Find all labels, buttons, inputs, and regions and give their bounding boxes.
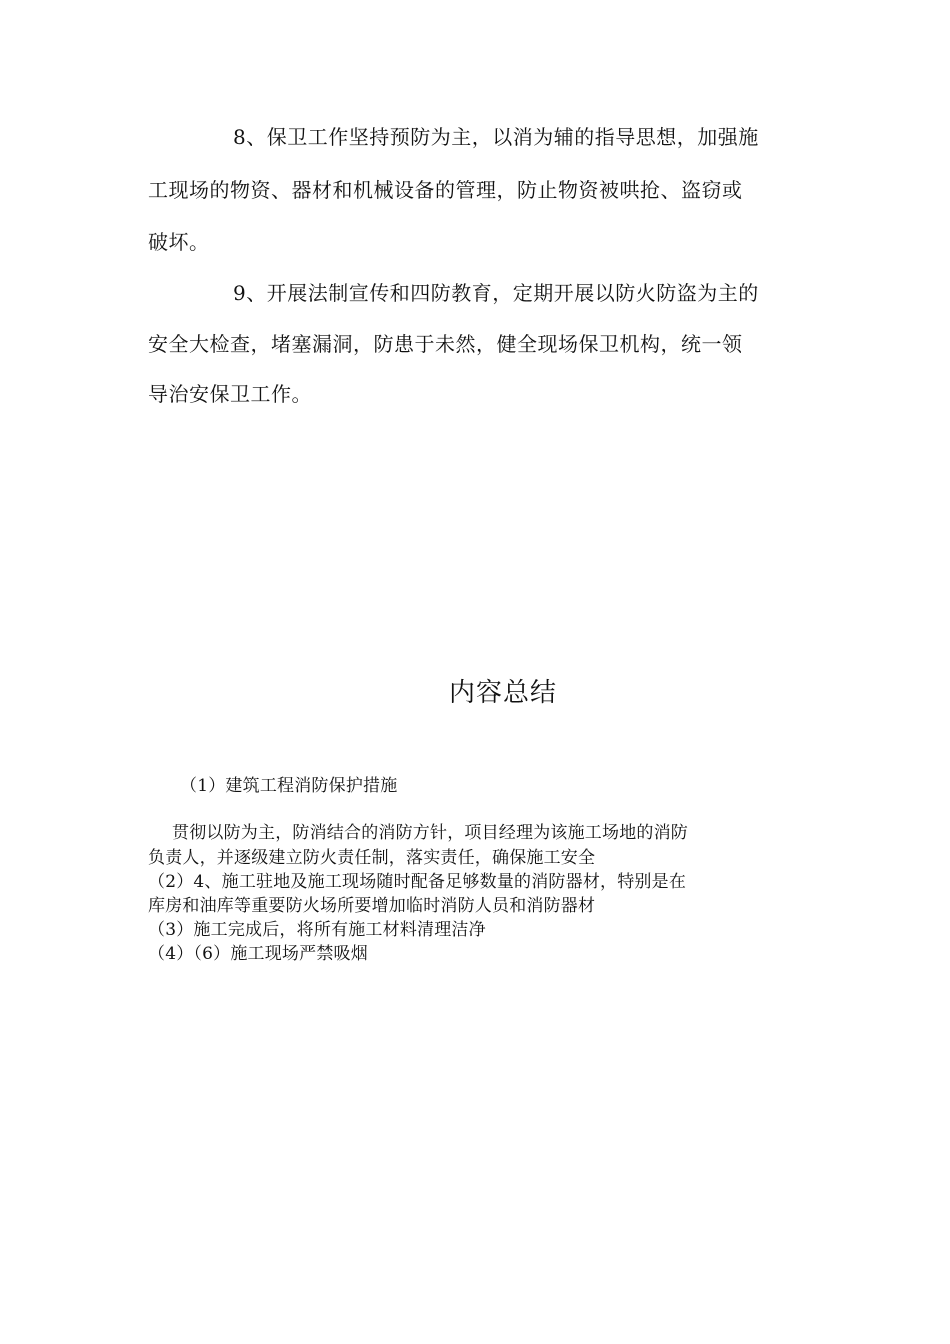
paragraph-8-line-3: 破坏。 xyxy=(148,230,210,254)
summary-line-4: 库房和油库等重要防火场所要增加临时消防人员和消防器材 xyxy=(148,896,596,916)
summary-line-2: 负责人，并逐级建立防火责任制，落实责任，确保施工安全 xyxy=(148,848,596,868)
paragraph-9-line-3: 导治安保卫工作。 xyxy=(148,382,312,406)
summary-heading: （1）建筑工程消防保护措施 xyxy=(180,776,398,796)
paragraph-9-line-2: 安全大检查，堵塞漏洞，防患于未然，健全现场保卫机构，统一领 xyxy=(148,332,743,356)
paragraph-8-line-2: 工现场的物资、器材和机械设备的管理，防止物资被哄抢、盗窃或 xyxy=(148,178,743,202)
summary-line-1: 贯彻以防为主，防消结合的消防方针，项目经理为该施工场地的消防 xyxy=(172,823,688,843)
summary-line-5: （3）施工完成后，将所有施工材料清理洁净 xyxy=(148,920,486,940)
paragraph-8-line-1: 8、保卫工作坚持预防为主，以消为辅的指导思想，加强施 xyxy=(233,125,759,149)
summary-title: 内容总结 xyxy=(449,678,558,708)
summary-line-3: （2）4、施工驻地及施工现场随时配备足够数量的消防器材，特别是在 xyxy=(148,872,687,892)
paragraph-9-line-1: 9、开展法制宣传和四防教育，定期开展以防火防盗为主的 xyxy=(233,281,759,305)
summary-line-6: （4）（6）施工现场严禁吸烟 xyxy=(148,944,368,964)
